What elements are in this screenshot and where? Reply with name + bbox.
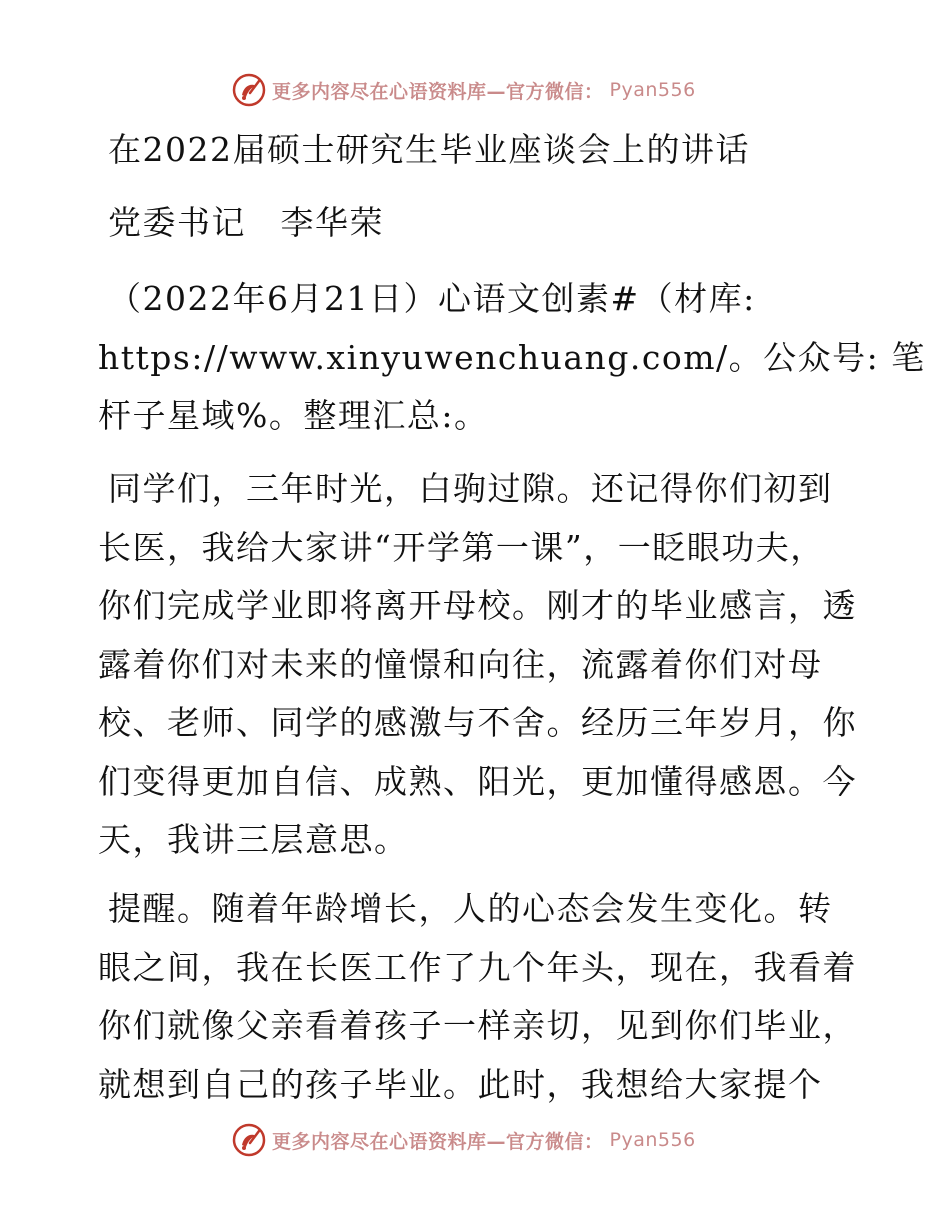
xinyu-logo-icon <box>232 1123 266 1157</box>
paragraph-line: 提醒。随着年龄增长，人的心态会发生变化。转 <box>108 889 833 928</box>
banner-wechat-id: Pyan556 <box>609 79 696 101</box>
banner-text: 更多内容尽在心语资料库—官方微信： <box>272 80 604 103</box>
footer-watermark-banner <box>232 1122 752 1158</box>
body-paragraph-1 <box>98 460 858 870</box>
paragraph-line: 们变得更加自信、成熟、阳光，更加懂得感恩。今 <box>98 761 857 801</box>
paragraph-line: 露着你们对未来的憧憬和向往，流露着你们对母 <box>98 644 823 684</box>
paragraph-line: （2022年6月21日）心语文创素#（材库: <box>108 279 756 318</box>
banner-text: 更多内容尽在心语资料库—官方微信： <box>272 1130 604 1153</box>
paragraph-line: 杆子星域%。整理汇总:。 <box>98 396 489 435</box>
paragraph-line: 长医，我给大家讲“开学第一课”，一眨眼功夫， <box>98 527 825 567</box>
body-paragraph-2 <box>98 880 858 1114</box>
document-title: 在2022届硕士研究生毕业座谈会上的讲话 <box>108 130 750 169</box>
banner-wechat-id: Pyan556 <box>609 1129 696 1151</box>
date-source-paragraph <box>98 270 926 446</box>
paragraph-line: 眼之间，我在长医工作了九个年头，现在，我看着 <box>98 947 857 987</box>
paragraph-line: https://www.xinyuwenchuang.com/。公众号: 笔 <box>98 337 926 377</box>
xinyu-logo-icon <box>232 73 266 107</box>
paragraph-line: 天，我讲三层意思。 <box>98 820 409 859</box>
paragraph-line: 你们就像父亲看着孩子一样亲切，见到你们毕业， <box>98 1006 857 1045</box>
paragraph-line: 同学们，三年时光，白驹过隙。还记得你们初到 <box>108 469 833 508</box>
paragraph-line: 就想到自己的孩子毕业。此时，我想给大家提个 <box>98 1064 823 1104</box>
paragraph-line: 你们完成学业即将离开母校。刚才的毕业感言，透 <box>98 586 857 625</box>
paragraph-line: 校、老师、同学的感激与不舍。经历三年岁月，你 <box>98 703 857 742</box>
header-watermark-banner <box>232 72 752 108</box>
speaker-line: 党委书记 李华荣 <box>108 203 384 242</box>
